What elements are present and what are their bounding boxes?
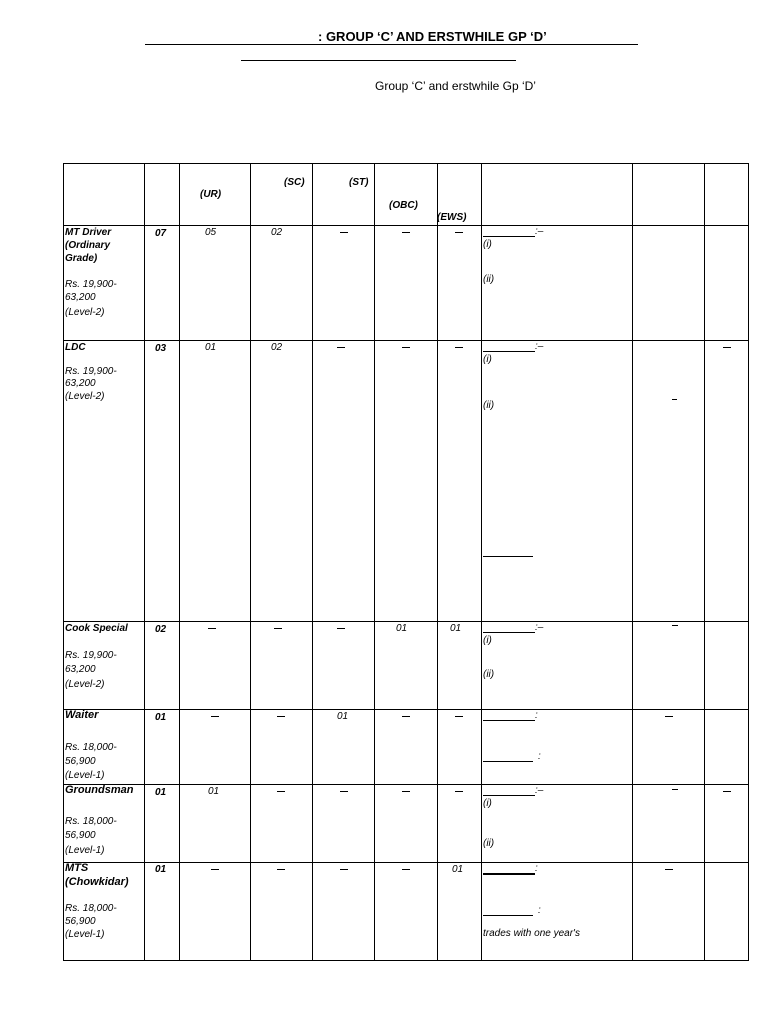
qualification-blank	[483, 632, 535, 633]
table-border-right	[748, 163, 749, 961]
pay-level: (Level-1)	[65, 770, 105, 781]
post-name: LDC	[65, 342, 86, 353]
ur-dash	[208, 628, 216, 629]
qualification-text: trades with one year's	[483, 928, 580, 939]
pay-level: (Level-1)	[65, 929, 105, 940]
column-divider	[312, 163, 313, 961]
pay-scale: 63,200	[65, 664, 96, 675]
qualification-blank	[483, 236, 535, 237]
qualification-blank	[483, 795, 535, 796]
qualification-item: (i)	[483, 239, 492, 250]
ews-count: 01	[450, 623, 462, 634]
obc-count: 01	[396, 623, 408, 634]
sc-count: 02	[271, 227, 283, 238]
title-underline	[241, 60, 516, 61]
obc-dash	[402, 869, 410, 870]
col-header-ur: (UR)	[200, 189, 222, 200]
qualification-item: (i)	[483, 635, 492, 646]
qualification-blank	[483, 720, 535, 721]
qualification-item: (ii)	[483, 669, 495, 680]
qualification-blank	[483, 761, 533, 762]
ur-dash	[211, 869, 219, 870]
table-border-bottom	[63, 960, 749, 961]
sc-dash	[277, 716, 285, 717]
post-name: Grade)	[65, 253, 98, 264]
total-vacancies: 03	[155, 343, 167, 354]
qualification-blank	[483, 915, 533, 916]
qualification-blank	[483, 556, 533, 557]
column-divider	[437, 163, 438, 961]
obc-dash	[402, 347, 410, 348]
sc-dash	[274, 628, 282, 629]
col9-dash	[672, 399, 677, 400]
ews-dash	[455, 232, 463, 233]
col9-dash	[672, 625, 678, 626]
ews-dash	[455, 791, 463, 792]
pay-scale: 63,200	[65, 292, 96, 303]
vacancy-table	[63, 163, 749, 961]
pay-level: (Level-1)	[65, 845, 105, 856]
sc-dash	[277, 791, 285, 792]
page-subtitle: Group ‘C’ and erstwhile Gp ‘D’	[375, 79, 536, 93]
pay-scale: 56,900	[65, 756, 96, 767]
st-dash	[340, 791, 348, 792]
obc-dash	[402, 716, 410, 717]
qualification-suffix: :	[538, 905, 541, 916]
row-divider	[63, 709, 749, 710]
ews-dash	[455, 716, 463, 717]
column-divider	[481, 163, 482, 961]
column-divider	[632, 163, 633, 961]
pay-scale: Rs. 19,900-	[65, 279, 117, 290]
post-name: MTS	[65, 862, 89, 874]
table-border-left	[63, 163, 64, 961]
post-name: Cook Special	[65, 623, 128, 634]
qualification-suffix: :–	[535, 341, 544, 352]
table-header-divider	[63, 225, 749, 226]
row-divider	[63, 340, 749, 341]
st-count: 01	[337, 711, 349, 722]
pay-scale: 63,200	[65, 378, 96, 389]
column-divider	[704, 163, 705, 961]
pay-scale: Rs. 18,000-	[65, 903, 117, 914]
total-vacancies: 07	[155, 228, 167, 239]
total-vacancies: 02	[155, 624, 167, 635]
pay-scale: Rs. 19,900-	[65, 366, 117, 377]
qualification-suffix: :	[535, 710, 538, 721]
pay-scale: Rs. 19,900-	[65, 650, 117, 661]
total-vacancies: 01	[155, 712, 167, 723]
pay-scale: Rs. 18,000-	[65, 816, 117, 827]
sc-dash	[277, 869, 285, 870]
post-name: Waiter	[65, 709, 99, 721]
post-name: MT Driver	[65, 227, 112, 238]
qualification-suffix: :	[535, 863, 538, 874]
qualification-item: (i)	[483, 354, 492, 365]
column-divider	[144, 163, 145, 961]
post-name: (Ordinary	[65, 240, 111, 251]
pay-scale: Rs. 18,000-	[65, 742, 117, 753]
st-dash	[337, 347, 345, 348]
ur-count: 01	[205, 342, 217, 353]
page-title-line	[145, 30, 638, 45]
obc-dash	[402, 791, 410, 792]
column-divider	[374, 163, 375, 961]
ur-dash	[211, 716, 219, 717]
ur-count: 01	[208, 786, 220, 797]
qualification-item: (i)	[483, 798, 492, 809]
pay-level: (Level-2)	[65, 679, 105, 690]
col-header-st: (ST)	[349, 177, 369, 188]
ews-count: 01	[452, 864, 464, 875]
col10-dash	[723, 347, 731, 348]
qualification-suffix: :–	[535, 785, 544, 796]
qualification-suffix: :–	[535, 226, 544, 237]
st-dash	[337, 628, 345, 629]
post-name: (Chowkidar)	[65, 876, 129, 888]
col-header-sc: (SC)	[284, 177, 305, 188]
qualification-item: (ii)	[483, 400, 495, 411]
qualification-suffix: :–	[535, 622, 544, 633]
pay-scale: 56,900	[65, 916, 96, 927]
qualification-blank	[483, 873, 535, 875]
col-header-obc: (OBC)	[389, 200, 418, 211]
ur-count: 05	[205, 227, 217, 238]
row-divider	[63, 784, 749, 785]
col9-dash	[665, 869, 673, 870]
pay-level: (Level-2)	[65, 391, 105, 402]
pay-level: (Level-2)	[65, 307, 105, 318]
total-vacancies: 01	[155, 787, 167, 798]
col-header-ews: (EWS)	[437, 212, 467, 223]
post-name: Groundsman	[65, 784, 134, 796]
qualification-item: (ii)	[483, 838, 495, 849]
qualification-blank	[483, 351, 535, 352]
col10-dash	[723, 791, 731, 792]
page-title: : GROUP ‘C’ AND ERSTWHILE GP ‘D’	[318, 29, 547, 44]
pay-scale: 56,900	[65, 830, 96, 841]
column-divider	[250, 163, 251, 961]
qualification-suffix: :	[538, 751, 541, 762]
column-divider	[179, 163, 180, 961]
ews-dash	[455, 347, 463, 348]
st-dash	[340, 869, 348, 870]
col9-dash	[672, 789, 678, 790]
col9-dash	[665, 716, 673, 717]
qualification-item: (ii)	[483, 274, 495, 285]
sc-count: 02	[271, 342, 283, 353]
obc-dash	[402, 232, 410, 233]
st-dash	[340, 232, 348, 233]
total-vacancies: 01	[155, 864, 167, 875]
table-border-top	[63, 163, 749, 164]
